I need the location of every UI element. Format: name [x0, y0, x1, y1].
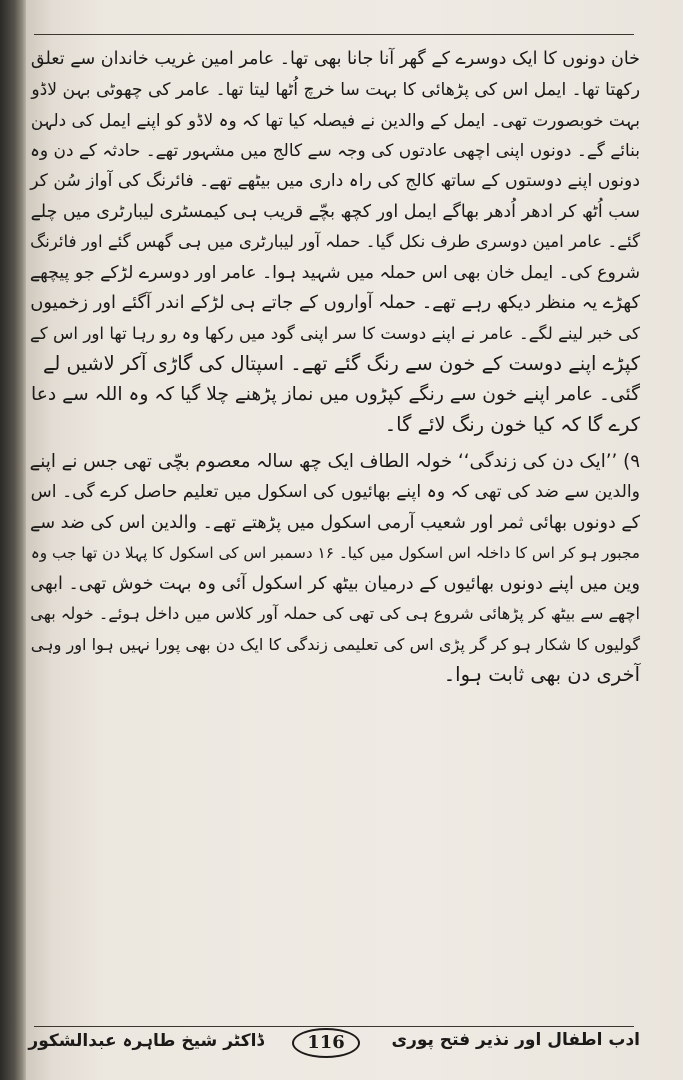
page-number: 116	[292, 1028, 360, 1058]
text-line: کرے گا کہ کیا خون رنگ لائے گا۔	[384, 413, 640, 436]
text-line: والدین سے ضد کی تھی کہ وہ اپنے بھائیوں کی اسکول میں تعلیم حاصل کرے گی۔ اس	[30, 482, 640, 502]
text-line: کی خبر لینے لگے۔ عامر نے اپنے دوست کا سر اپنی گود میں رکھا وہ رو رہا تھا اور اس کے	[30, 323, 640, 343]
text-line: ۹) ’’ایک دن کی زندگی‘‘ خولہ الطاف ایک چھ سالہ معصوم بچّی تھی جس نے اپنے	[29, 450, 640, 472]
text-line: گولیوں کا شکار ہو کر گر پڑی اس کی تعلیمی زندگی کا ایک دن بھی پورا نہیں ہوا اور وہی	[30, 634, 640, 654]
text-line: مجبور ہو کر اس کا داخلہ اس اسکول میں کیا۔ ۱۶ دسمبر اس کی اسکول کا پہلا دن تھا جب وہ	[30, 544, 640, 562]
paragraph-1	[30, 44, 640, 441]
footer-author: ڈاکٹر شیخ طاہرہ عبدالشکور	[28, 1031, 264, 1051]
text-line: گئی۔ عامر اپنے خون سے رنگے کپڑوں میں نماز پڑھنے چلا گیا کہ وہ اللہ سے دعا	[31, 383, 640, 405]
text-line: بہت خوبصورت تھی۔ ایمل کے والدین نے فیصلہ کیا تھا کہ وہ لاڈو کو اپنے ایمل کی دلہن	[30, 110, 640, 130]
text-line: خان دونوں کا ایک دوسرے کے گھر آنا جانا بھی تھا۔ عامر امین غریب خاندان سے تعلق	[30, 49, 640, 69]
text-line: گئے۔ عامر امین دوسری طرف نکل گیا۔ حملہ آور لیبارٹری میں ہی گھس گئے اور فائرنگ	[30, 232, 640, 251]
text-line: رکھتا تھا۔ ایمل اس کی پڑھائی کا بہت سا خرچ اُٹھا لیتا تھا۔ عامر کی چھوٹی بہن لاڈو	[31, 79, 640, 100]
page-body	[30, 44, 640, 691]
book-spine-shadow	[0, 0, 26, 1080]
header-rule	[34, 34, 634, 35]
text-line: کے دونوں بھائی ثمر اور شعیب آرمی اسکول میں پڑھتے تھے۔ والدین اس کی ضد سے	[30, 512, 640, 533]
text-line: وین میں اپنے دونوں بھائیوں کے درمیان بیٹھ کر اسکول آئی وہ بہت خوش تھی۔ ابھی	[30, 573, 640, 594]
text-line: کپڑے اپنے دوست کے خون سے رنگ گئے تھے۔ اسپتال کی گاڑی آکر لاشیں لے	[42, 352, 640, 375]
footer-rule	[34, 1026, 634, 1027]
text-line: اچھے سے بیٹھ کر پڑھائی شروع ہی کی تھی کی حملہ آور کلاس میں داخل ہوئے۔ خولہ بھی	[30, 604, 640, 623]
footer-book-title: ادب اطفال اور نذیر فتح پوری	[391, 1030, 640, 1050]
text-line: سب اُٹھ کر ادھر اُدھر بھاگے ایمل اور کچھ بچّے قریب ہی کیمسٹری لیبارٹری میں چلے	[30, 201, 640, 222]
text-line: آخری دن بھی ثابت ہوا۔	[443, 663, 640, 686]
text-line: کھڑے یہ منظر دیکھ رہے تھے۔ حملہ آواروں کے جاتے ہی لڑکے اندر آگئے اور زخمیوں	[30, 292, 640, 313]
text-line: دونوں اپنے دوستوں کے ساتھ کالج کی راہ داری میں بیٹھے تھے۔ فائرنگ کی آواز سُن کر	[30, 171, 640, 191]
text-line: شروع کی۔ ایمل خان بھی اس حملہ میں شہید ہوا۔ عامر اور دوسرے لڑکے جو پیچھے	[29, 262, 640, 283]
paragraph-2	[30, 447, 640, 691]
text-line: بنائے گے۔ دونوں اپنی اچھی عادتوں کی وجہ سے کالج میں مشہور تھے۔ حادثہ کے دن وہ	[29, 140, 640, 161]
